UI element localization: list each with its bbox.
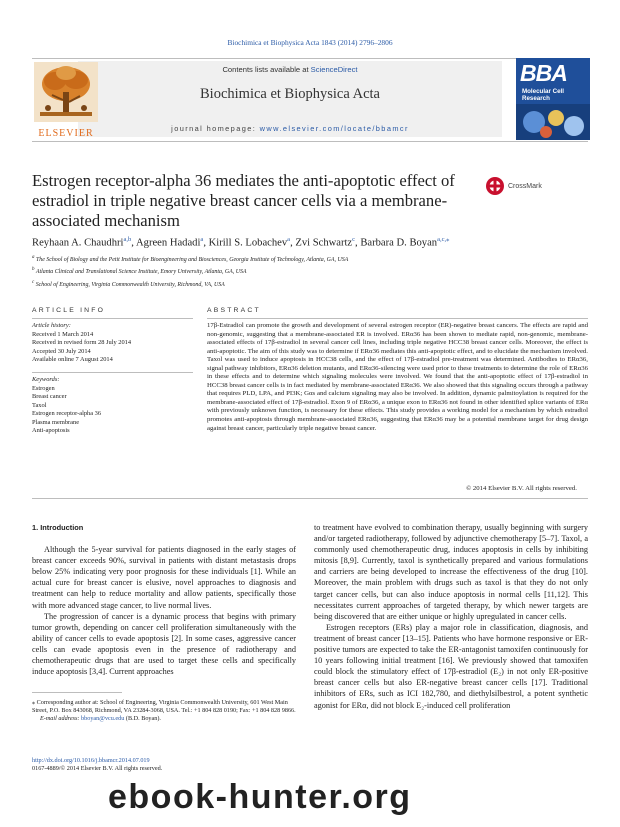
divider	[32, 318, 193, 319]
history-item: Received 1 March 2014	[32, 330, 94, 338]
crossmark-icon	[485, 176, 505, 196]
cover-image-icon	[516, 104, 590, 140]
body-column-right	[314, 522, 588, 711]
divider	[32, 372, 193, 373]
affiliation-item: $^c$ School of Engineering, Virginia Commonwealth University, Richmond, VA, USA	[32, 279, 225, 288]
homepage-link[interactable]: www.elsevier.com/locate/bbamcr	[259, 124, 409, 133]
journal-citation[interactable]: Biochimica et Biophysica Acta 1843 (2014) 2796–2806	[227, 38, 393, 47]
keyword-item: Anti-apoptosis	[32, 427, 70, 434]
history-item: Available online 7 August 2014	[32, 356, 113, 363]
sciencedirect-link[interactable]: ScienceDirect	[310, 65, 358, 74]
affiliation-item: $^a$ The School of Biology and the Petit Institute for Bioengineering and Biosciences, Georgia Institute of Technology, Atlanta, GA, USA	[32, 255, 349, 263]
affiliations	[32, 253, 592, 290]
article-info-heading: ARTICLE INFO	[32, 307, 106, 314]
article-title: Estrogen receptor-alpha 36 mediates the anti-apoptotic effect of estradiol in triple negative breast cancer cells via a membrane-associated mechanism	[32, 171, 455, 230]
body-column-left	[32, 522, 296, 677]
body-paragraph: Although the 5-year survival for patients diagnosed in the early stages of breast cancer exceeds 90%, survival in patients with distant metastasis drops below 25% indicating very poor prognosis for these individuals [1]. While an actual cure for breast cancer is elusive, novel approaches to diagnosis and treatment can help to reduce mortality and allow patients, specifically those with more advanced stage cancer, to live normal lives.	[32, 545, 296, 610]
divider	[207, 318, 588, 319]
author-name: Reyhaan A. Chaudhri	[32, 237, 124, 249]
author-name: Zvi Schwartz	[295, 237, 353, 249]
keyword-item: Estrogen	[32, 384, 55, 392]
body-paragraph: The progression of cancer is a dynamic process that begins with primary tumor growth, depending on cancer cell proliferation simultaneously with the ability of cancer cells to evade apoptosis [2]. In some cases, aggressive cancer cells can evade apoptosis even in the presence of radiotherapy and chemotherapeutic drugs that are used to target these cells and specifically induce apoptosis [3,4]. Current approaches	[32, 611, 296, 677]
author-affil-sup[interactable]: c	[352, 236, 356, 243]
doi-block: http://dx.doi.org/10.1016/j.bbamcr.2014.07.019 0167-4889/© 2014 Elsevier B.V. All rights reserved.	[32, 757, 332, 773]
author-name: Barbara D. Boyan	[360, 237, 438, 249]
author-name: Kirill S. Lobachev	[208, 237, 288, 249]
body-paragraph: to treatment have evolved to combination therapy, usually beginning with surgery and/or targeted radiotherapy, followed by adjunctive chemotherapy [5–7]. Taxol, a commonly used chemotherapeutic drug, induces apoptosis in cells by inhibiting mitosis [8,9]. Currently, taxol is synthetically prepared and various formulations and carriers are being developed to increase the effectiveness of the drug [10]. Moreover, the main problem with drugs such as taxol is that they do not only target cancer cells, but can also induce apoptosis in normal cells [11,12]. This necessitates current approaches of targeted therapy, by which newer targets are being discovered that are either unique or highly upregulated in cancer cells.	[314, 523, 588, 621]
keyword-item: Breast cancer	[32, 393, 67, 400]
divider	[32, 498, 588, 499]
article-history: Article history: Received 1 March 2014 Received in revised form 28 July 2014 Accepted 30 July 2014 Available online 7 August 2014	[32, 322, 192, 365]
author-affil-sup[interactable]: a	[287, 236, 291, 243]
history-item: Accepted 30 July 2014	[32, 347, 91, 355]
author-list: Reyhaan A. Chaudhri$^{a,b}$, Agreen Hadadi$^a$, Kirill S. Lobachev$^a$, Zvi Schwartz$^c$, Barbara D. Boyan$^{a,c,⁎}$	[32, 236, 450, 249]
keyword-item: Estrogen receptor-alpha 36	[32, 410, 102, 417]
keyword-item: Plasma membrane	[32, 418, 80, 426]
crossmark-badge[interactable]	[485, 176, 542, 196]
cover-subtitle: Molecular Cell Research	[522, 88, 564, 102]
history-item: Received in revised form 28 July 2014	[32, 339, 132, 346]
elsevier-wordmark: ELSEVIER	[38, 128, 94, 139]
footnote-divider	[32, 692, 122, 693]
keyword-item: Taxol	[32, 401, 47, 409]
email-link[interactable]: bboyan@vcu.edu	[81, 715, 125, 723]
author-name: Agreen Hadadi	[136, 237, 201, 249]
crossmark-label: CrossMark	[508, 182, 542, 190]
author-affil-sup[interactable]: a	[200, 236, 204, 243]
corresponding-author-footnote: ⁎ Corresponding author at: School of Engineering, Virginia Commonwealth University, 601 West Main Street, P.O. Box 843068, Richmond, VA 23284-3068, USA. Tel.: +1 804 828 0190; Fax: +1 804 828 9866. E-mail address: bboyan@vcu.edu (B.D. Boyan).	[32, 699, 296, 723]
affiliation-item: $^b$ Atlanta Clinical and Translational Science Institute, Emory University, Atlanta, GA, USA	[32, 267, 247, 276]
copyright: © 2014 Elsevier B.V. All rights reserved.	[466, 485, 577, 492]
keywords: Keywords: Estrogen Breast cancer Taxol Estrogen receptor-alpha 36 Plasma membrane Anti-apoptosis	[32, 376, 192, 436]
abstract-text: 17β-Estradiol can promote the growth and development of several estrogen receptor (ER)-negative breast cancers. The effects are rapid and non-genomic, suggesting that a membrane-associated ER is involved. ERα36 has been shown to mediate rapid, non-genomic, membrane-associated effects of 17β-estradiol in several cancer cell lines, including triple negative HCC38 breast cancer cells. Moreover, the effect is anti-apoptotic. The aim of this study was to determine if ERα36 mediates this anti-apoptotic effect, and to elucidate the mechanism involved. Taxol was used to induce apoptosis in HCC38 cells, and the effect of 17β-estradiol pre-treatment was determined. Antibodies to ERα36, signal pathway inhibitors, ERα36 deletion mutants, and ERα36-silencing were used prior to these treatments to determine the role of ERα36 in these effects and to determine which signaling molecules were involved. We found that the anti-apoptotic effect of 17β-estradiol in HCC38 breast cancer cells is in fact mediated by membrane-associated ERα36. We also showed that this signaling occurs through a pathway that requires PLD, LPA, and PI3K; Gαs and calcium signaling may also be involved. In addition, dynamic palmitoylation is required for the membrane-associated effect of 17β-estradiol. Exon 9 of ERα36, a unique exon to ERα36 not found in other identified splice variants of ERα with previously unknown function, is necessary for these effects. This study provides a working model for a mechanism by which estradiol promotes anti-apoptosis through membrane-associated ERα36, suggesting that ERα36 may be a potential membrane target for drug design against breast cancer, particularly triple negative breast cancer.	[207, 322, 588, 432]
journal-homepage: journal homepage: www.elsevier.com/locate/bbamcr	[171, 124, 409, 133]
author-affil-sup[interactable]: a,c,⁎	[437, 236, 450, 243]
abstract-heading: ABSTRACT	[207, 307, 261, 314]
cover-title: BBA	[520, 60, 567, 86]
doi-link[interactable]: http://dx.doi.org/10.1016/j.bbamcr.2014.07.019	[32, 757, 150, 764]
journal-cover	[516, 58, 590, 140]
contents-line: Contents lists available at ScienceDirect	[222, 65, 358, 74]
author-affil-sup[interactable]: a,b	[123, 236, 132, 243]
journal-name: Biochimica et Biophysica Acta	[200, 86, 380, 102]
body-paragraph: Estrogen receptors (ERs) play a major role in classification, diagnosis, and treatment of breast cancer [13–15]. Patients who have hormone responsive or ER-positive tumors are expected to take the ER-antagonist tamoxifen continuously for 10 years following initial treatment [16]. We previously showed that tamoxifen could block the stimulatory effect of 17β-estradiol (E₂) in not only ER-positive breast cancer cells but also ER-negative breast cancer cells [17]. Traditional inhibitors of ERs, such as ICI 182,780, and diethylsilbestrol, a potent synthetic agonist for ERα, did not block E₂-induced cell proliferation	[314, 622, 588, 710]
watermark: ebook-hunter.org	[108, 778, 412, 816]
section-title: 1. Introduction	[32, 523, 84, 532]
